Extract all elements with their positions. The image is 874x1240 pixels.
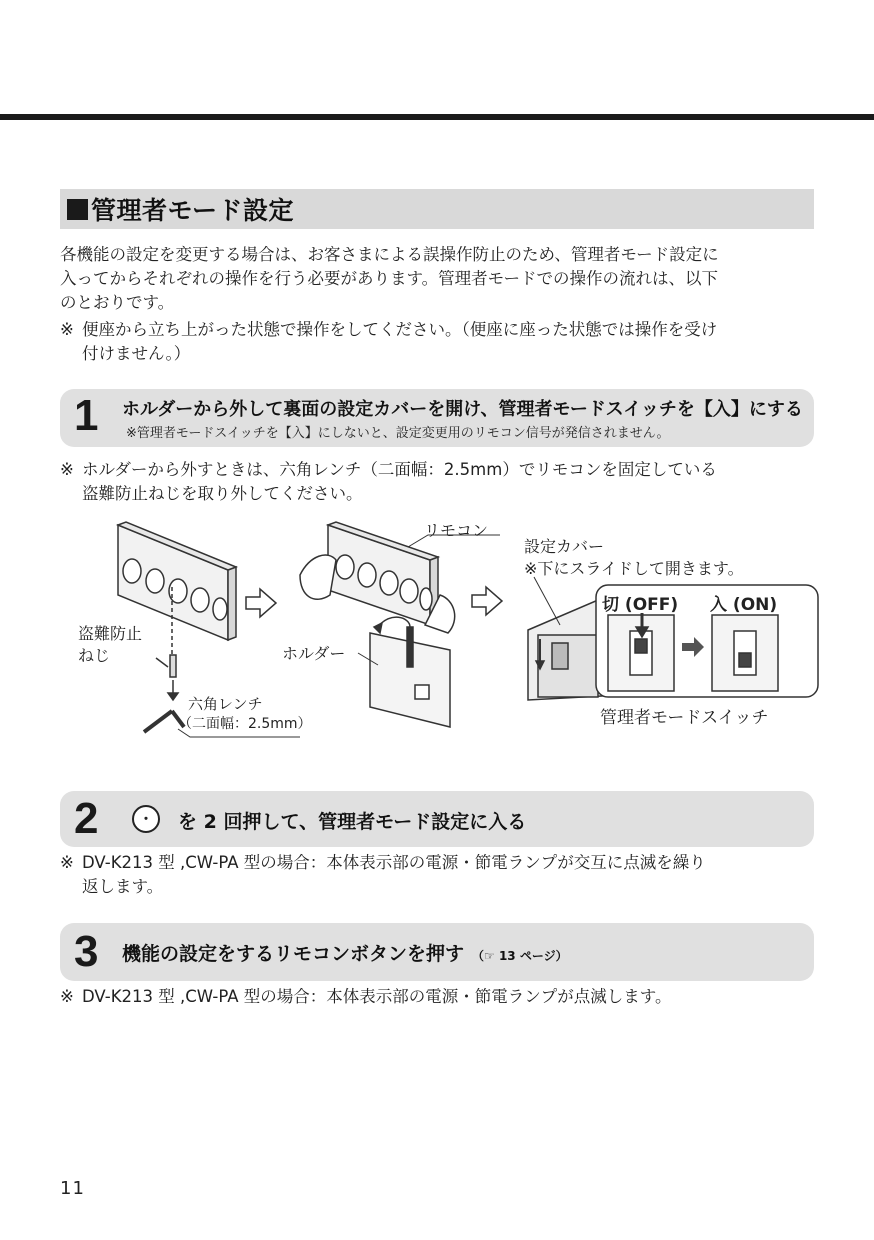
intro-note	[60, 318, 820, 366]
note-mark: ※	[60, 320, 74, 339]
step-number: 3	[74, 927, 99, 976]
note-mark: ※	[60, 460, 74, 479]
label-screw: ねじ	[78, 646, 111, 665]
step-1-banner	[60, 389, 814, 447]
note-mark: ※	[60, 853, 74, 872]
label-switch-off: 切 (OFF)	[602, 595, 679, 615]
illustration-drawing	[60, 515, 820, 775]
label-admin-switch: 管理者モードスイッチ	[600, 708, 769, 728]
arrow-right-icon	[472, 587, 502, 615]
section-title: 管理者モード設定	[91, 196, 295, 225]
step-title: を 2 回押して、管理者モード設定に入る	[178, 811, 527, 833]
page-number: 11	[60, 1178, 85, 1199]
note-line: 返します。	[82, 877, 164, 896]
step-1-note	[60, 458, 820, 506]
intro-line: 入ってからそれぞれの操作を行う必要があります。管理者モードでの操作の流れは、以下	[60, 269, 719, 288]
square-bullet-icon	[67, 199, 88, 220]
step-title: ホルダーから外して裏面の設定カバーを開け、管理者モードスイッチを【入】にする	[122, 399, 803, 420]
label-holder: ホルダー	[282, 644, 346, 663]
note-line: 便座から立ち上がった状態で操作をしてください。（便座に座った状態では操作を受け	[82, 320, 718, 339]
step-subnote: ※管理者モードスイッチを【入】にしないと、設定変更用のリモコン信号が発信されません。	[126, 426, 670, 441]
procedure-illustration	[60, 515, 820, 775]
note-line: DV-K213 型 ,CW-PA 型の場合：本体表示部の電源・節電ランプが交互に点滅を繰り	[82, 853, 706, 872]
step-3-banner	[60, 923, 814, 981]
label-remocon: リモコン	[424, 521, 489, 540]
holder-drawing	[370, 617, 450, 727]
step-number: 1	[74, 391, 99, 440]
note-line: DV-K213 型 ,CW-PA 型の場合：本体表示部の電源・節電ランプが点滅します。	[82, 987, 672, 1006]
label-cover-note: ※下にスライドして開きます。	[524, 559, 744, 578]
intro-line: 各機能の設定を変更する場合は、お客さまによる誤操作防止のため、管理者モード設定に	[60, 245, 719, 264]
screw-drawing	[156, 655, 178, 700]
step-title-text: 機能の設定をするリモコンボタンを押す	[122, 943, 465, 965]
label-cover: 設定カバー	[524, 537, 605, 556]
label-wrench: 六角レンチ	[188, 695, 263, 713]
top-rule	[0, 114, 874, 120]
step-title	[122, 939, 568, 966]
label-switch-on: 入 (ON)	[710, 595, 778, 615]
remote-dot-button-icon: ・	[132, 805, 160, 833]
arrow-right-icon	[246, 589, 276, 617]
step-2-note	[60, 851, 820, 899]
label-screw: 盗難防止	[78, 624, 143, 643]
intro-line: のとおりです。	[60, 293, 175, 312]
note-line: 付けません。）	[82, 344, 191, 363]
note-mark: ※	[60, 987, 74, 1006]
step-2-banner	[60, 791, 814, 847]
label-wrench: （二面幅：2.5mm）	[178, 716, 312, 732]
note-line: 盗難防止ねじを取り外してください。	[82, 484, 363, 503]
section-header	[60, 189, 814, 229]
step-number: 2	[74, 794, 99, 843]
page-reference-link[interactable]: （☞ 13 ページ）	[472, 949, 568, 963]
intro-paragraph	[60, 243, 820, 315]
step-3-note	[60, 985, 820, 1009]
note-line: ホルダーから外すときは、六角レンチ（二面幅：2.5mm）でリモコンを固定している	[82, 460, 717, 479]
